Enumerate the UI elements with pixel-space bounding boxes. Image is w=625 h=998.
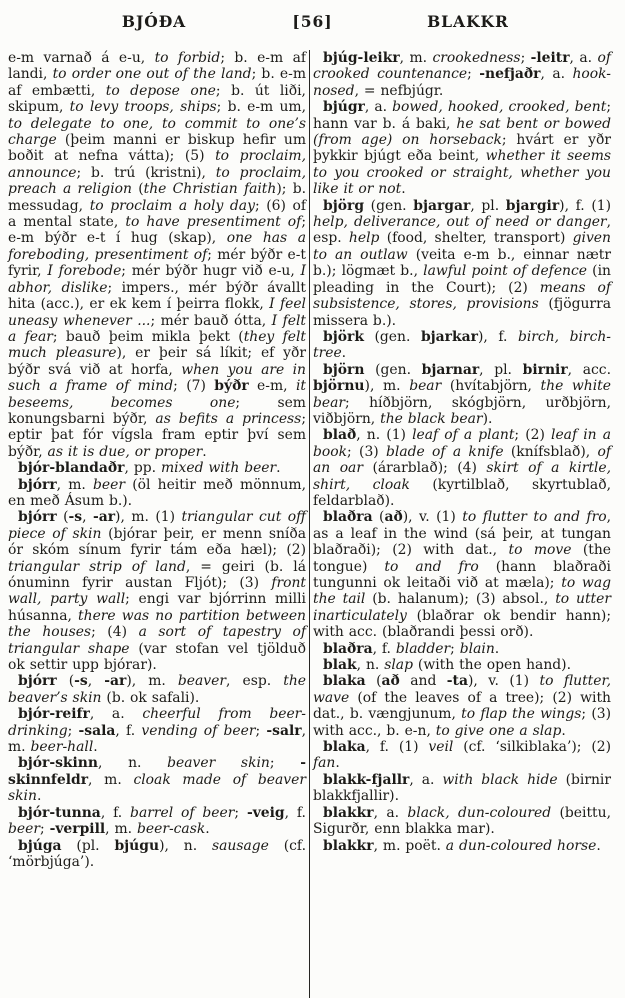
headword: -veig [246, 804, 285, 821]
plain-text: ; b. e-m af landi, [8, 50, 306, 83]
gloss-italic: a dun-coloured horse [445, 837, 597, 854]
dictionary-entry [313, 509, 611, 640]
dictionary-entry [313, 329, 611, 362]
plain-text: (árarblað); (4) [362, 460, 487, 477]
plain-text: ; híðbjörn, skógbjörn, urðbjörn, viðbjörn, [313, 394, 611, 427]
gloss-italic: to wag the tail [313, 575, 611, 608]
gloss-italic: beer-hall [30, 739, 94, 756]
headword: bjór-skinn [18, 755, 99, 772]
plain-text: ); b. messudag, [8, 181, 307, 214]
headword: -s [74, 673, 88, 690]
gloss-italic: beaver [177, 673, 227, 690]
gloss-italic: help [348, 230, 380, 247]
plain-text: ; [467, 66, 480, 83]
plain-text: . [36, 788, 42, 805]
plain-text: ( [365, 673, 382, 690]
plain-text: (birnir blakkfjallir). [313, 771, 611, 805]
plain-text: (beittu, Sigurðr, enn blakka mar). [313, 804, 611, 838]
gloss-italic: the beaver’s skin [8, 673, 306, 706]
plain-text: (with the open hand). [412, 657, 571, 674]
gloss-italic: the Christian faith [143, 181, 277, 198]
gloss-italic: to have presentiment of [125, 214, 302, 231]
dictionary-entry [8, 755, 306, 804]
gloss-italic: beer [93, 476, 126, 493]
gloss-italic: lawful point of defence [423, 263, 587, 280]
gloss-italic: to proclaim a holy day [89, 197, 255, 214]
plain-text: , as a leaf in the wind (sá þeir, at tungan blaðraði); (2) with dat., [313, 509, 611, 559]
text-columns [0, 48, 625, 998]
gloss-italic: to order one out of the land [52, 66, 252, 83]
plain-text: . [596, 837, 601, 854]
gloss-italic: when you are in such a frame of mind [8, 361, 307, 395]
plain-text: (cf. ‘mörbjúga’). [8, 837, 306, 870]
gloss-italic: to move [508, 542, 572, 559]
dictionary-entry [313, 805, 611, 838]
plain-text: . [561, 722, 566, 739]
gloss-italic: of an oar [313, 443, 611, 477]
plain-text: , m. [88, 771, 134, 788]
gloss-italic: beer-cask [136, 821, 206, 838]
gloss-italic: beer [8, 821, 40, 838]
plain-text: (öl heitir með mönnum, en með Ásum b.). [8, 476, 306, 509]
gloss-italic: to proclaim, announce [8, 148, 307, 181]
gloss-italic: cloak made of beaver skin [8, 771, 306, 805]
headword: björk [323, 328, 364, 345]
plain-text: , pl. [479, 361, 523, 378]
gloss-italic: help, deliverance, out of need or danger [313, 214, 607, 231]
plain-text: ), f. [477, 328, 518, 345]
plain-text: ( [56, 509, 69, 526]
plain-text: ; [269, 755, 301, 772]
guide-word-right: BLAKKR [427, 12, 509, 31]
plain-text: ; (6) of a mental state, [8, 197, 306, 231]
gloss-italic: as it is due, or proper [47, 443, 203, 460]
plain-text: , pp. [124, 460, 161, 477]
plain-text: ), v. (1) [402, 509, 463, 526]
gloss-italic: a sort of tapestry of triangular shape [8, 624, 307, 657]
plain-text: ; eptir þat fór vígsla fram eptir því sem býðr, [8, 410, 306, 460]
headword: bjúgu [114, 837, 160, 854]
right-column [313, 50, 611, 998]
gloss-italic: he sat bent or bowed (from age) on horseback [313, 115, 611, 149]
gloss-italic: triangular cut off piece of skin [8, 509, 306, 542]
plain-text: , [87, 673, 105, 690]
plain-text: (b. ok safali). [101, 689, 200, 706]
gloss-italic: to give one a slap [435, 722, 562, 739]
headword: blaðra [323, 509, 373, 526]
plain-text: . [335, 755, 340, 772]
gloss-italic: black, dun-coloured [407, 804, 552, 821]
plain-text: (gen. [364, 361, 422, 378]
plain-text: , m. [56, 476, 94, 493]
headword: bjúg-leikr [323, 50, 400, 66]
headword: bjúgr [323, 99, 365, 116]
gloss-italic: with black hide [442, 771, 558, 788]
plain-text: , m. [399, 50, 433, 66]
plain-text: ), v. (1) [467, 673, 540, 690]
headword: blaka [323, 739, 366, 756]
plain-text: ), f. (1) [559, 197, 612, 214]
plain-text: . [205, 821, 210, 838]
gloss-italic: triangular strip of land [8, 558, 186, 575]
gloss-italic: front wall, party wall [8, 575, 306, 608]
dictionary-entry [8, 805, 306, 838]
plain-text: , n. (1) [356, 427, 413, 444]
headword: bjargir [505, 197, 560, 214]
plain-text: ), m. (1) [115, 509, 182, 526]
headword: bjórr [18, 476, 57, 493]
headword: björn [323, 361, 365, 378]
plain-text: e-m varnað á e-u, [8, 50, 155, 66]
dictionary-entry [313, 838, 611, 854]
headword: blaka [323, 673, 366, 690]
plain-text: ; (2) [514, 427, 552, 444]
headword: blakk-fjallr [323, 771, 410, 788]
gloss-italic: to flutter to and fro [462, 509, 607, 526]
plain-text: (bjórar þeir, er menn sníða ór skóm sínum fyrir tám eða hæl); (2) [8, 525, 307, 559]
plain-text: , a. [89, 706, 143, 723]
dictionary-entry [313, 427, 611, 509]
gloss-italic: one has a foreboding, presentiment of [8, 230, 306, 263]
gloss-italic: it beseems, becomes one [8, 378, 306, 411]
dictionary-entry [8, 477, 306, 510]
plain-text: ; b. út liði, skipum, [8, 82, 306, 116]
dictionary-entry [313, 198, 611, 329]
gloss-italic: to flap the wings [461, 706, 582, 723]
gloss-italic: to flutter, wave [313, 673, 612, 706]
gloss-italic: to forbid [154, 50, 221, 66]
plain-text: (b. halanum); (3) absol., [365, 591, 556, 608]
plain-text: ), n. [159, 837, 212, 854]
plain-text: ; [234, 804, 247, 821]
gloss-italic: skirt of a kirtle, shirt, cloak [313, 460, 611, 493]
gloss-italic: the white bear [313, 378, 611, 411]
gloss-italic: I abhor, dislike [8, 263, 306, 296]
headword: bjarkar [420, 328, 478, 345]
plain-text: , esp. [226, 673, 284, 690]
plain-text: , m. [105, 821, 137, 838]
guide-word-left: BJÓÐA [121, 12, 187, 31]
plain-text: (þeim manni er biskup hefir um boðit at nefna vátta); (5) [8, 132, 306, 165]
plain-text: ). [482, 410, 493, 427]
plain-text: , a. [373, 804, 408, 821]
gloss-italic: bowed, hooked, crooked, bent [392, 99, 607, 116]
headword: -verpill [49, 821, 106, 838]
gloss-italic: mixed with beer [160, 460, 277, 477]
plain-text: (of the leaves of a tree); (2) with dat., b. vængjunum, [313, 689, 611, 723]
plain-text: . [93, 739, 98, 756]
gloss-italic: they felt much pleasure [8, 328, 306, 362]
plain-text: ; (3) with acc., b. e-n, [313, 706, 611, 739]
headword: blaðra [323, 640, 373, 657]
gloss-italic: there was no partition between the houses [8, 607, 306, 641]
plain-text: ; mér býðr e-t fyrir, [8, 246, 306, 280]
headword: bjarnar [421, 361, 480, 378]
headword: blak [323, 657, 357, 674]
plain-text: (hvítabjörn, [441, 378, 541, 395]
plain-text: and [399, 673, 447, 690]
gloss-italic: bear [409, 378, 442, 395]
plain-text: ; [450, 640, 460, 657]
gloss-italic: of crooked countenance [313, 50, 611, 83]
gloss-italic: hook-nosed [313, 66, 611, 99]
gloss-italic: birch, birch-tree [313, 328, 611, 362]
gloss-italic: blain [459, 640, 495, 657]
plain-text: ; mér bauð ótta, [150, 312, 272, 329]
gloss-italic: vending of beer [141, 722, 256, 739]
plain-text: , a. [540, 66, 573, 83]
dictionary-entry [313, 362, 611, 428]
plain-text: (blaðrar ok bendir hann); with acc. (blaðrandi þessi orð). [313, 607, 611, 641]
gloss-italic: barrel of beer [130, 804, 235, 821]
gloss-italic: means of subsistence, stores, provisions [313, 279, 611, 313]
gloss-italic: to utter inarticulately [313, 591, 611, 624]
gloss-italic: blade of a knife [386, 443, 504, 460]
plain-text: , f. [100, 804, 131, 821]
left-column [8, 50, 306, 998]
plain-text: ( [372, 509, 385, 526]
plain-text: , pl. [470, 197, 506, 214]
gloss-italic: cheerful from beer-drinking [8, 706, 306, 739]
gloss-italic: to depose one [105, 82, 216, 99]
plain-text: ; impers., mér býðr ávallt hita (acc.), er ek kem í þeirra flokk, [8, 279, 306, 313]
dictionary-entry [8, 460, 306, 476]
dictionary-entry [313, 657, 611, 673]
headword: -skinnfeldr [8, 755, 306, 788]
plain-text: (pl. [61, 837, 115, 854]
plain-text: ), er þeir sá líkit; ef yðr býðr svá við at horfa, [8, 345, 306, 378]
dictionary-entry [8, 509, 306, 673]
gloss-italic: given to an outlaw [313, 230, 611, 263]
plain-text: , a. [364, 99, 393, 116]
page-number: [56] [292, 12, 333, 31]
headword: -ta [446, 673, 468, 690]
gloss-italic: to and fro [384, 558, 479, 575]
dictionary-entry [8, 706, 306, 755]
plain-text: ; engi var bjórrinn milli húsanna, [8, 591, 306, 624]
gloss-italic: sausage [211, 837, 269, 854]
gloss-italic: bladder [395, 640, 451, 657]
plain-text: , acc. [567, 361, 611, 378]
headword: -leitr [530, 50, 570, 66]
plain-text: ; [67, 722, 79, 739]
headword: að [381, 673, 400, 690]
plain-text: . [276, 460, 281, 477]
gloss-italic: leaf of a plant [412, 427, 515, 444]
plain-text: , a. [569, 50, 598, 66]
plain-text: ; e-m býðr e-t í hug (skap), [8, 214, 306, 247]
headword: -sala [78, 722, 116, 739]
plain-text: , esp. [313, 214, 611, 247]
plain-text: , = geiri (b. lá ónuminn fyrir austan Fljót); (3) [8, 558, 307, 591]
headword: að [384, 509, 403, 526]
headword: bjór-tunna [18, 804, 101, 821]
column-divider [309, 50, 310, 998]
dictionary-entry [313, 50, 611, 99]
plain-text: ; [255, 722, 267, 739]
plain-text: (fjögurra missera b.). [313, 296, 611, 329]
plain-text: (gen. [364, 197, 414, 214]
plain-text: , m. [8, 722, 306, 756]
headword: bjórr [18, 673, 57, 690]
plain-text: ; [39, 821, 50, 838]
plain-text: . [401, 181, 406, 198]
plain-text: , n. [98, 755, 168, 772]
plain-text: , [82, 509, 93, 526]
dictionary-entry [313, 673, 611, 739]
plain-text: ; b. e-m af embætti, [8, 66, 306, 99]
plain-text: (veita e-m b., einnar nætr b.); lögmæt b., [313, 246, 611, 280]
headword: björg [323, 197, 365, 214]
headword: bjór-blandaðr [18, 460, 125, 477]
headword: bjór-reifr [18, 706, 90, 723]
headword: blakkr [323, 804, 374, 821]
plain-text: ; hvárt er yðr þykkir bjúgt eða beint, [313, 132, 611, 165]
gloss-italic: to delegate to one, to commit to one’s charge [8, 115, 306, 149]
gloss-italic: the black bear [380, 410, 483, 427]
plain-text: ; [520, 50, 531, 66]
gloss-italic: I felt a fear [8, 312, 306, 345]
plain-text: ; b. e-m um, [216, 99, 306, 116]
gloss-italic: leaf in a book [313, 427, 611, 460]
headword: birnir [522, 361, 568, 378]
headword: bjargar [413, 197, 471, 214]
dictionary-entry [313, 739, 611, 772]
plain-text: (knífsblað), [503, 443, 598, 460]
dictionary-entry [8, 673, 306, 706]
gloss-italic: I feel uneasy whenever ... [8, 296, 306, 329]
headword: -nefjaðr [479, 66, 541, 83]
plain-text: (gen. [363, 328, 421, 345]
plain-text: (in pleading in the Court); (2) [313, 263, 611, 296]
plain-text: . [202, 443, 207, 460]
headword: bjórr [18, 509, 57, 526]
dictionary-entry [313, 772, 611, 805]
plain-text: ), m. [364, 378, 410, 395]
plain-text: ( [131, 181, 144, 198]
plain-text: ; mér býðr hugr við e-u, [121, 263, 301, 280]
headword: bjúga [18, 837, 62, 854]
plain-text: , a. [409, 771, 443, 788]
gloss-italic: as befits a princess [155, 410, 302, 427]
plain-text: (kyrtilblað, skyrtublað, feldarblað). [313, 476, 611, 509]
page-header [0, 0, 625, 48]
headword: -s [68, 509, 83, 526]
plain-text: . [341, 345, 347, 362]
gloss-italic: fan [313, 755, 336, 772]
plain-text: , f. [284, 804, 306, 821]
headword: blað [323, 427, 357, 444]
plain-text: , m. poët. [373, 837, 446, 854]
dictionary-entry [8, 50, 306, 460]
plain-text: ; (3) [347, 443, 386, 460]
plain-text: (the tongue) [313, 542, 611, 575]
plain-text: ; hann var b. á baki, [313, 99, 611, 132]
plain-text: ; sem konungsbarni býðr, [8, 394, 306, 427]
headword: -ar [92, 509, 116, 526]
plain-text: ; bauð þeim mikla þekt ( [52, 328, 244, 345]
gloss-italic: veil [428, 739, 454, 756]
headword: -ar [104, 673, 127, 690]
plain-text: ), m. [126, 673, 178, 690]
gloss-italic: I forebode [47, 263, 122, 280]
plain-text: (hann blaðraði tungunni ok leitaði við at mæla); [313, 558, 611, 591]
gloss-italic: whether it seems to you crooked or straight, whether you like it or not [313, 148, 611, 198]
plain-text: , f. [115, 722, 142, 739]
headword: býðr [214, 378, 249, 395]
dictionary-entry [313, 641, 611, 657]
plain-text: (food, shelter, transport) [379, 230, 573, 247]
plain-text: . [494, 640, 500, 657]
plain-text: , f. (1) [365, 739, 429, 756]
headword: björnu [313, 378, 365, 395]
plain-text: (var stofan vel tjölduð ok settir upp bjórar). [8, 640, 307, 674]
plain-text: ; (7) [173, 378, 215, 395]
plain-text: e-m, [248, 378, 296, 395]
gloss-italic: crookedness [432, 50, 521, 66]
gloss-italic: beaver skin [167, 755, 270, 772]
plain-text: ( [56, 673, 75, 690]
dictionary-entry [313, 99, 611, 197]
plain-text: (cf. ‘silkiblaka’); (2) [453, 739, 611, 756]
plain-text: ; b. trú (kristni), [76, 164, 216, 181]
gloss-italic: to levy troops, ships [69, 99, 217, 116]
headword: blakkr [323, 837, 374, 854]
plain-text: ; (4) [91, 624, 139, 641]
gloss-italic: slap [384, 657, 413, 674]
headword: -salr [266, 722, 302, 739]
plain-text: , = nefbjúgr. [354, 82, 444, 99]
plain-text: , n. [356, 657, 385, 674]
dictionary-entry [8, 838, 306, 871]
plain-text: , f. [372, 640, 396, 657]
gloss-italic: to proclaim, preach a religion [8, 164, 307, 198]
